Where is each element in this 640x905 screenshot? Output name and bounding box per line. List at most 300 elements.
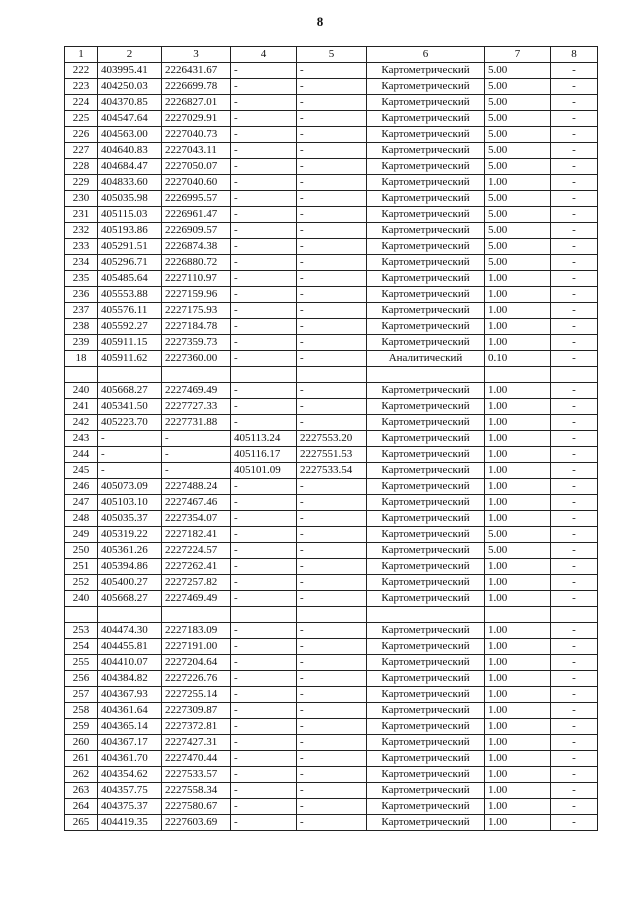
table-row (65, 127, 598, 143)
table-cell: 2227309.87 (162, 703, 231, 719)
table-row (65, 383, 598, 399)
table-cell (551, 367, 598, 383)
table-cell: - (551, 143, 598, 159)
table-cell: - (231, 159, 297, 175)
table-cell: Картометрический (367, 527, 485, 543)
table-cell: 1.00 (485, 383, 551, 399)
table-cell: 405485.64 (98, 271, 162, 287)
table-cell: 2227469.49 (162, 383, 231, 399)
table-cell: 2227470.44 (162, 751, 231, 767)
table-cell: - (231, 495, 297, 511)
table-row (65, 303, 598, 319)
table-cell: - (297, 111, 367, 127)
table-cell: - (551, 575, 598, 591)
table-cell: - (231, 175, 297, 191)
table-cell: - (297, 127, 367, 143)
table-cell: - (231, 527, 297, 543)
table-cell: - (297, 255, 367, 271)
table-cell: - (297, 623, 367, 639)
table-cell: 1.00 (485, 719, 551, 735)
table-cell: 2227727.33 (162, 399, 231, 415)
table-cell: 262 (65, 767, 98, 783)
table-cell: Картометрический (367, 479, 485, 495)
table-row (65, 735, 598, 751)
table-cell: 1.00 (485, 511, 551, 527)
table-cell: - (297, 415, 367, 431)
table-row (65, 639, 598, 655)
table-cell: 252 (65, 575, 98, 591)
table-cell: Картометрический (367, 319, 485, 335)
table-cell (162, 607, 231, 623)
table-cell: 243 (65, 431, 98, 447)
table-cell: Картометрический (367, 543, 485, 559)
table-row (65, 95, 598, 111)
table-cell: Картометрический (367, 447, 485, 463)
table-cell: - (231, 543, 297, 559)
table-cell: - (231, 479, 297, 495)
table-cell: - (231, 767, 297, 783)
table-cell: - (162, 431, 231, 447)
table-row (65, 623, 598, 639)
table-cell: 224 (65, 95, 98, 111)
table-cell: 2227603.69 (162, 815, 231, 831)
table-cell: - (297, 575, 367, 591)
table-cell: 18 (65, 351, 98, 367)
table-cell: - (551, 255, 598, 271)
table-cell: - (551, 431, 598, 447)
table-cell: - (551, 271, 598, 287)
table-row (65, 239, 598, 255)
table-cell: 258 (65, 703, 98, 719)
table-cell: 259 (65, 719, 98, 735)
table-cell: 404354.62 (98, 767, 162, 783)
table-cell: 2227558.34 (162, 783, 231, 799)
table-cell (297, 607, 367, 623)
table-cell: - (231, 655, 297, 671)
table-cell: - (297, 95, 367, 111)
table-cell: 405193.86 (98, 223, 162, 239)
table-cell: 2227204.64 (162, 655, 231, 671)
table-cell: 255 (65, 655, 98, 671)
table-cell: 223 (65, 79, 98, 95)
table-row (65, 271, 598, 287)
table-cell: - (231, 223, 297, 239)
table-cell: 405113.24 (231, 431, 297, 447)
table-cell: Картометрический (367, 79, 485, 95)
column-header: 2 (98, 47, 162, 63)
table-cell: - (297, 751, 367, 767)
table-cell: 404365.14 (98, 719, 162, 735)
table-row (65, 479, 598, 495)
table-cell: 5.00 (485, 63, 551, 79)
table-cell: Картометрический (367, 399, 485, 415)
table-cell: - (297, 671, 367, 687)
table-cell: 5.00 (485, 143, 551, 159)
table-cell: 2226699.78 (162, 79, 231, 95)
table-cell: 405073.09 (98, 479, 162, 495)
table-cell: - (98, 431, 162, 447)
column-header: 4 (231, 47, 297, 63)
table-cell: 1.00 (485, 655, 551, 671)
table-cell: - (297, 335, 367, 351)
table-cell: 2227110.97 (162, 271, 231, 287)
page-number: 8 (316, 14, 324, 29)
table-row (65, 815, 598, 831)
table-cell: Картометрический (367, 671, 485, 687)
table-cell: - (297, 655, 367, 671)
table-cell (98, 367, 162, 383)
table-cell: Картометрический (367, 767, 485, 783)
table-row (65, 111, 598, 127)
table-cell: - (551, 527, 598, 543)
table-cell: - (231, 319, 297, 335)
table-cell: 405115.03 (98, 207, 162, 223)
table-cell: Картометрический (367, 143, 485, 159)
table-cell: - (297, 207, 367, 223)
table-cell: 2227372.81 (162, 719, 231, 735)
table-cell: - (231, 287, 297, 303)
table-cell: 1.00 (485, 751, 551, 767)
table-cell: 2227043.11 (162, 143, 231, 159)
table-cell: 1.00 (485, 783, 551, 799)
table-cell: 257 (65, 687, 98, 703)
table-cell: 405291.51 (98, 239, 162, 255)
table-cell (485, 607, 551, 623)
table-cell: 1.00 (485, 431, 551, 447)
table-cell: Картометрический (367, 239, 485, 255)
table-cell: 404563.00 (98, 127, 162, 143)
table-row (65, 159, 598, 175)
table-cell (98, 607, 162, 623)
table-cell: - (297, 527, 367, 543)
table-cell: 405341.50 (98, 399, 162, 415)
table-cell: Картометрический (367, 271, 485, 287)
table-cell: 1.00 (485, 559, 551, 575)
table-cell: 405668.27 (98, 383, 162, 399)
table-cell: Картометрический (367, 207, 485, 223)
table-cell: - (297, 495, 367, 511)
column-header: 1 (65, 47, 98, 63)
table-row (65, 447, 598, 463)
table-cell: 5.00 (485, 111, 551, 127)
table-cell: Картометрический (367, 159, 485, 175)
table-cell: - (231, 399, 297, 415)
table-cell: 405223.70 (98, 415, 162, 431)
table-row (65, 495, 598, 511)
table-cell: 404375.37 (98, 799, 162, 815)
table-cell: 233 (65, 239, 98, 255)
table-cell: Картометрический (367, 783, 485, 799)
table-cell: 405911.15 (98, 335, 162, 351)
table-cell: 404640.83 (98, 143, 162, 159)
table-cell: 251 (65, 559, 98, 575)
table-cell: 2227354.07 (162, 511, 231, 527)
table-cell: - (551, 159, 598, 175)
table-cell: 2227533.57 (162, 767, 231, 783)
table-row (65, 767, 598, 783)
table-cell: 1.00 (485, 671, 551, 687)
table-cell: - (231, 95, 297, 111)
table-cell: - (162, 463, 231, 479)
table-cell: 263 (65, 783, 98, 799)
table-cell: - (551, 335, 598, 351)
table-cell: 241 (65, 399, 98, 415)
table-cell: - (551, 511, 598, 527)
table-cell: 405576.11 (98, 303, 162, 319)
table-cell: 5.00 (485, 543, 551, 559)
table-cell: - (551, 175, 598, 191)
table-cell: - (551, 383, 598, 399)
table-cell: - (551, 623, 598, 639)
table-cell: - (231, 687, 297, 703)
table-body (65, 47, 598, 831)
table-cell: - (551, 543, 598, 559)
table-cell: - (231, 335, 297, 351)
table-cell: 405668.27 (98, 591, 162, 607)
table-row (65, 799, 598, 815)
table-cell: Картометрический (367, 127, 485, 143)
table-cell: 245 (65, 463, 98, 479)
table-cell: Картометрический (367, 95, 485, 111)
table-cell: - (231, 303, 297, 319)
table-cell: 404684.47 (98, 159, 162, 175)
table-cell: - (297, 543, 367, 559)
table-cell: 2227488.24 (162, 479, 231, 495)
table-cell: - (551, 399, 598, 415)
table-cell: 1.00 (485, 767, 551, 783)
table-row (65, 223, 598, 239)
table-cell: - (231, 127, 297, 143)
table-cell: 5.00 (485, 191, 551, 207)
table-row (65, 335, 598, 351)
table-cell: 265 (65, 815, 98, 831)
table-row (65, 527, 598, 543)
table-cell: - (551, 799, 598, 815)
table-cell: 2227553.20 (297, 431, 367, 447)
table-cell: - (551, 79, 598, 95)
table-row (65, 671, 598, 687)
table-cell: 253 (65, 623, 98, 639)
table-cell: 2227191.00 (162, 639, 231, 655)
table-cell: - (297, 191, 367, 207)
table-row (65, 63, 598, 79)
table-cell: 2227255.14 (162, 687, 231, 703)
table-cell: 5.00 (485, 239, 551, 255)
table-cell: - (551, 479, 598, 495)
table-cell: 5.00 (485, 207, 551, 223)
table-cell: Картометрический (367, 639, 485, 655)
table-row (65, 655, 598, 671)
table-row (65, 543, 598, 559)
table-cell: - (551, 639, 598, 655)
table-cell: - (297, 559, 367, 575)
table-cell: 404547.64 (98, 111, 162, 127)
table-cell: - (297, 351, 367, 367)
table-cell: 222 (65, 63, 98, 79)
table-cell: 2227580.67 (162, 799, 231, 815)
table-cell: 5.00 (485, 527, 551, 543)
table-cell: - (551, 223, 598, 239)
table-cell: 404367.17 (98, 735, 162, 751)
table-cell: 405553.88 (98, 287, 162, 303)
table-row (65, 575, 598, 591)
table-cell: 2227257.82 (162, 575, 231, 591)
table-cell: - (231, 415, 297, 431)
table-cell: 2227533.54 (297, 463, 367, 479)
table-cell (551, 607, 598, 623)
table-cell: - (297, 703, 367, 719)
table-cell: - (551, 319, 598, 335)
column-header: 3 (162, 47, 231, 63)
table-row (65, 255, 598, 271)
table-cell: 229 (65, 175, 98, 191)
table-cell: 404410.07 (98, 655, 162, 671)
table-cell: 235 (65, 271, 98, 287)
table-cell: 230 (65, 191, 98, 207)
table-header-row (65, 47, 598, 63)
table-cell: 2227159.96 (162, 287, 231, 303)
table-cell: 1.00 (485, 623, 551, 639)
table-cell: 2226431.67 (162, 63, 231, 79)
table-cell: - (297, 143, 367, 159)
table-cell: 405400.27 (98, 575, 162, 591)
table-cell: - (551, 767, 598, 783)
table-cell: 404474.30 (98, 623, 162, 639)
table-cell: 231 (65, 207, 98, 223)
table-cell: 404361.70 (98, 751, 162, 767)
table-cell (485, 367, 551, 383)
table-cell: 2227184.78 (162, 319, 231, 335)
table-cell: - (551, 303, 598, 319)
table-cell: 232 (65, 223, 98, 239)
table-cell: - (297, 767, 367, 783)
table-cell: Картометрический (367, 751, 485, 767)
table-cell: 261 (65, 751, 98, 767)
table-cell: - (551, 239, 598, 255)
table-cell: - (551, 655, 598, 671)
table-cell: 2227226.76 (162, 671, 231, 687)
table-cell: 404384.82 (98, 671, 162, 687)
table-cell: 2227050.07 (162, 159, 231, 175)
table-cell: 2227360.00 (162, 351, 231, 367)
table-cell: Картометрический (367, 191, 485, 207)
table-cell: - (231, 671, 297, 687)
table-cell: 1.00 (485, 399, 551, 415)
table-cell: - (297, 383, 367, 399)
table-cell: - (551, 495, 598, 511)
table-cell: 1.00 (485, 463, 551, 479)
table-cell: - (551, 207, 598, 223)
table-cell: 405296.71 (98, 255, 162, 271)
table-cell: 5.00 (485, 159, 551, 175)
table-cell: 2227224.57 (162, 543, 231, 559)
table-cell: 5.00 (485, 223, 551, 239)
table-cell (367, 367, 485, 383)
table-cell: - (231, 383, 297, 399)
table-cell: Картометрический (367, 575, 485, 591)
table-cell: Картометрический (367, 495, 485, 511)
table-cell: 2227262.41 (162, 559, 231, 575)
table-cell: - (551, 351, 598, 367)
table-cell: - (231, 735, 297, 751)
table-cell: Картометрический (367, 687, 485, 703)
table-cell: 1.00 (485, 447, 551, 463)
table-cell: 1.00 (485, 287, 551, 303)
table-cell: 254 (65, 639, 98, 655)
table-row (65, 351, 598, 367)
table-cell: - (551, 815, 598, 831)
table-cell: 405035.98 (98, 191, 162, 207)
table-separator-row (65, 607, 598, 623)
table-cell (65, 367, 98, 383)
table-cell: - (231, 191, 297, 207)
table-cell: Картометрический (367, 335, 485, 351)
table-cell: 225 (65, 111, 98, 127)
table-cell: 405361.26 (98, 543, 162, 559)
table-cell: Картометрический (367, 815, 485, 831)
table-cell: - (551, 111, 598, 127)
table-cell: - (231, 639, 297, 655)
table-cell: - (297, 735, 367, 751)
table-cell: Картометрический (367, 799, 485, 815)
table-cell: - (297, 79, 367, 95)
table-cell: Картометрический (367, 623, 485, 639)
table-cell: 2226827.01 (162, 95, 231, 111)
table-cell: 1.00 (485, 687, 551, 703)
table-cell: - (297, 287, 367, 303)
table-cell: - (231, 207, 297, 223)
table-cell: 1.00 (485, 575, 551, 591)
table-cell: 247 (65, 495, 98, 511)
table-cell: Картометрический (367, 735, 485, 751)
table-row (65, 143, 598, 159)
table-cell: - (231, 815, 297, 831)
table-cell: 240 (65, 383, 98, 399)
table-cell: 1.00 (485, 639, 551, 655)
table-row (65, 463, 598, 479)
table-cell: 2227183.09 (162, 623, 231, 639)
table-cell (231, 607, 297, 623)
table-cell: 5.00 (485, 255, 551, 271)
table-cell: Картометрический (367, 415, 485, 431)
table-cell: - (231, 591, 297, 607)
table-cell: Картометрический (367, 463, 485, 479)
table-cell: 1.00 (485, 271, 551, 287)
table-cell (231, 367, 297, 383)
table-cell: 2227359.73 (162, 335, 231, 351)
table-cell: 404361.64 (98, 703, 162, 719)
table-cell: 2227427.31 (162, 735, 231, 751)
table-row (65, 719, 598, 735)
table-cell: - (297, 799, 367, 815)
table-cell: 405101.09 (231, 463, 297, 479)
table-cell: Картометрический (367, 175, 485, 191)
table-cell: 0.10 (485, 351, 551, 367)
table-cell: Картометрический (367, 511, 485, 527)
table-cell: Картометрический (367, 719, 485, 735)
table-cell (297, 367, 367, 383)
table-cell: 404419.35 (98, 815, 162, 831)
table-cell: 405116.17 (231, 447, 297, 463)
table-row (65, 191, 598, 207)
table-cell: - (297, 639, 367, 655)
table-cell: 405394.86 (98, 559, 162, 575)
table-cell: 234 (65, 255, 98, 271)
table-cell: Картометрический (367, 703, 485, 719)
table-cell: - (551, 751, 598, 767)
table-cell: 2226995.57 (162, 191, 231, 207)
table-cell: 2227551.53 (297, 447, 367, 463)
